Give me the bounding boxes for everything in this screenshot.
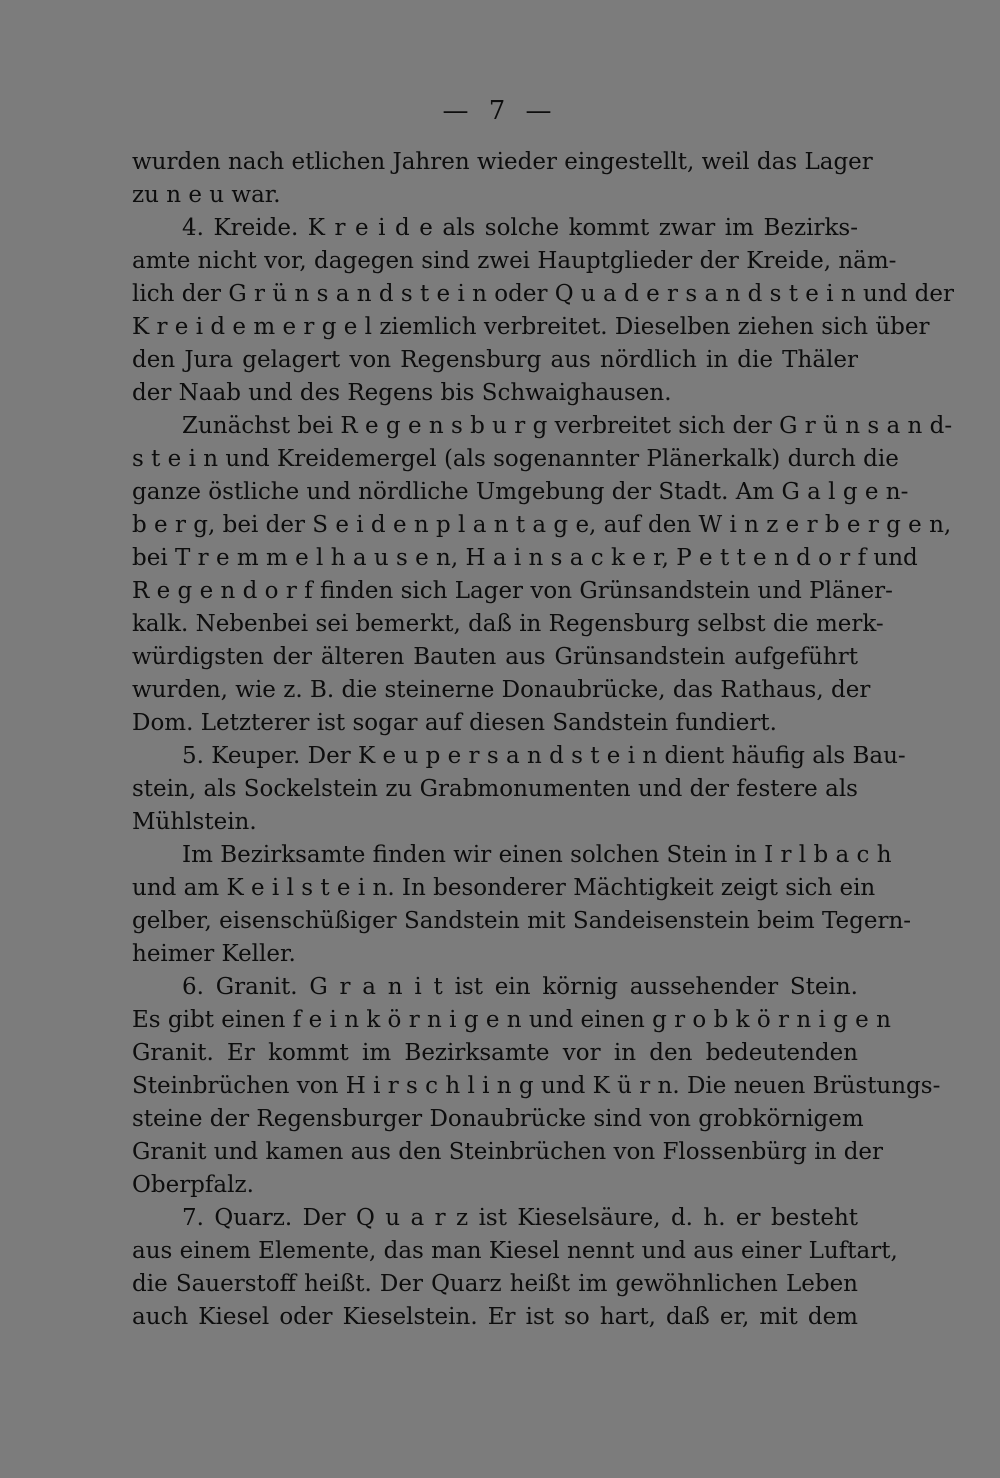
section-heading-line: 6. Granit. G r a n i t ist ein körnig aussehender Stein. [182,974,858,1000]
text-line: lich der G r ü n s a n d s t e i n oder Q u a d e r s a n d s t e i n und der [132,281,955,307]
text-line: heimer Keller. [132,941,296,967]
page-number: — 7 — [442,96,558,126]
text-line: zu n e u war. [132,182,281,208]
text-line: K r e i d e m e r g e l ziemlich verbreitet. Dieselben ziehen sich über [132,314,930,340]
text-line: würdigsten der älteren Bauten aus Grünsandstein aufgeführt [132,644,858,670]
text-line: Steinbrüchen von H i r s c h l i n g und K ü r n. Die neuen Brüstungs- [132,1073,941,1099]
text-line: wurden, wie z. B. die steinerne Donaubrücke, das Rathaus, der [132,677,871,703]
text-line: stein, als Sockelstein zu Grabmonumenten und der festere als [132,776,858,802]
section-heading-line: 4. Kreide. K r e i d e als solche kommt zwar im Bezirks- [182,215,858,241]
text-line: der Naab und des Regens bis Schwaighausen. [132,380,672,406]
text-line: auch Kiesel oder Kieselstein. Er ist so hart, daß er, mit dem [132,1304,858,1330]
text-line: s t e i n und Kreidemergel (als sogenannter Plänerkalk) durch die [132,446,899,472]
text-line: amte nicht vor, dagegen sind zwei Hauptglieder der Kreide, näm- [132,248,897,274]
text-line: gelber, eisenschüßiger Sandstein mit Sandeisenstein beim Tegern- [132,908,912,934]
text-line: Zunächst bei R e g e n s b u r g verbreitet sich der G r ü n s a n d- [182,413,953,439]
text-line: wurden nach etlichen Jahren wieder eingestellt, weil das Lager [132,149,873,175]
text-line: Es gibt einen f e i n k ö r n i g e n und einen g r o b k ö r n i g e n [132,1007,891,1033]
section-heading-line: 5. Keuper. Der K e u p e r s a n d s t e i n dient häufig als Bau- [182,743,906,769]
text-line: Granit und kamen aus den Steinbrüchen von Flossenbürg in der [132,1139,884,1165]
section-heading-line: 7. Quarz. Der Q u a r z ist Kieselsäure, d. h. er besteht [182,1205,858,1231]
text-line: ganze östliche und nördliche Umgebung der Stadt. Am G a l g e n- [132,479,909,505]
text-line: und am K e i l s t e i n. In besonderer Mächtigkeit zeigt sich ein [132,875,876,901]
text-line: R e g e n d o r f finden sich Lager von Grünsandstein und Pläner- [132,578,893,604]
text-line: b e r g, bei der S e i d e n p l a n t a g e, auf den W i n z e r b e r g e n, [132,512,952,538]
text-line: kalk. Nebenbei sei bemerkt, daß in Regensburg selbst die merk- [132,611,884,637]
text-line: Im Bezirksamte finden wir einen solchen Stein in I r l b a c h [182,842,892,868]
text-line: steine der Regensburger Donaubrücke sind von grobkörnigem [132,1106,864,1132]
text-line: Mühlstein. [132,809,257,835]
text-line: bei T r e m m e l h a u s e n, H a i n s a c k e r, P e t t e n d o r f und [132,545,918,571]
text-line: die Sauerstoff heißt. Der Quarz heißt im gewöhnlichen Leben [132,1271,858,1297]
body-text [132,146,955,1334]
text-line: Granit. Er kommt im Bezirksamte vor in den bedeutenden [132,1040,858,1066]
text-line: aus einem Elemente, das man Kiesel nennt und aus einer Luftart, [132,1238,898,1264]
text-line: Oberpfalz. [132,1172,254,1198]
text-line: Dom. Letzterer ist sogar auf diesen Sandstein fundiert. [132,710,777,736]
text-line: den Jura gelagert von Regensburg aus nördlich in die Thäler [132,347,858,373]
